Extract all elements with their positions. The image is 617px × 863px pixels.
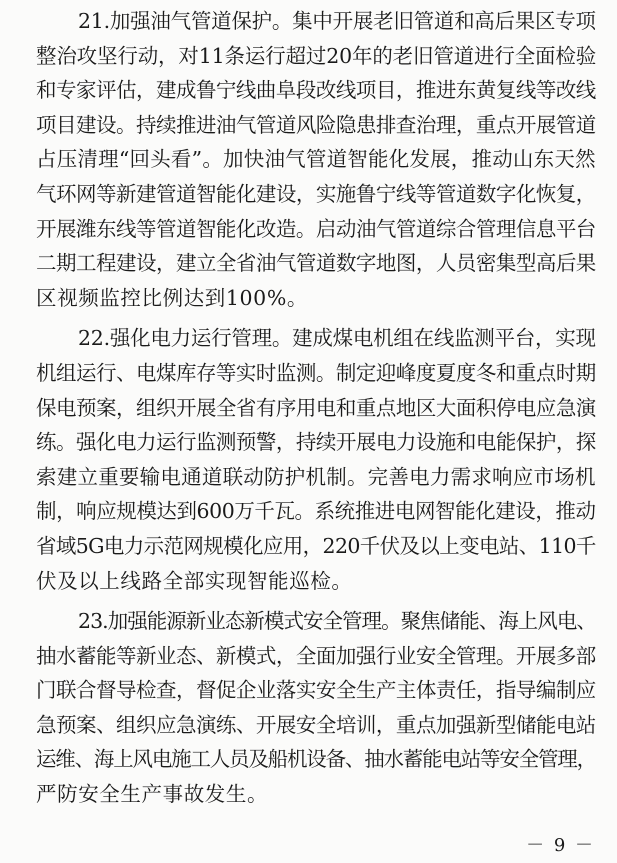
text-line: 保电预案，组织开展全省有序用电和重点地区大面积停电应急演 [36, 395, 596, 420]
text-line: 开展潍东线等管道智能化改造。启动油气管道综合管理信息平台 [36, 216, 596, 241]
text-line: 抽水蓄能等新业态、新模式，全面加强行业安全管理。开展多部 [36, 643, 596, 668]
text-line: 整治攻坚行动，对11条运行超过20年的老旧管道进行全面检验 [36, 43, 597, 68]
text-line: 21.加强油气管道保护。集中开展老旧管道和高后果区专项 [78, 9, 596, 33]
text-line: 索建立重要输电通道联动防护机制。完善电力需求响应市场机 [36, 464, 596, 489]
text-line: 制，响应规模达到600万千瓦。系统推进电网智能化建设，推动 [36, 499, 596, 524]
text-line: 急预案、组织应急演练、开展安全培训，重点加强新型储能电站 [36, 712, 596, 737]
text-line: 伏及以上线路全部实现智能巡检。 [36, 568, 353, 593]
text-line: 严防安全生产事故发生。 [36, 782, 269, 807]
text-line: 区视频监控比例达到100%。 [36, 285, 309, 310]
text-line: 和专家评估，建成鲁宁线曲阜段改线项目，推进东黄复线等改线 [36, 78, 596, 103]
text-line: 练。强化电力运行监测预警，持续开展电力设施和电能保护，探 [36, 430, 596, 455]
section-23 [36, 604, 596, 812]
section-21 [36, 4, 596, 315]
section-22 [36, 321, 596, 598]
text-line: 机组运行、电煤库存等实时监测。制定迎峰度夏度冬和重点时期 [36, 360, 596, 385]
page-number: － 9 － [526, 835, 595, 856]
text-line: 23.加强能源新业态新模式安全管理。聚焦储能、海上风电、 [78, 609, 596, 634]
text-line: 省域5G电力示范网规模化应用，220千伏及以上变电站、110千 [36, 533, 596, 558]
text-line: 门联合督导检查，督促企业落实安全生产主体责任，指导编制应 [36, 678, 596, 703]
text-line: 22.强化电力运行管理。建成煤电机组在线监测平台，实现 [78, 326, 596, 351]
text-line: 二期工程建设，建立全省油气管道数字地图，人员密集型高后果 [36, 251, 596, 276]
text-line: 运维、海上风电施工人员及船机设备、抽水蓄能电站等安全管理， [36, 747, 596, 772]
document-body [36, 4, 596, 818]
text-line: 项目建设。持续推进油气管道风险隐患排查治理，重点开展管道 [36, 112, 596, 137]
text-line: 占压清理“回头看”。加快油气管道智能化发展，推动山东天然 [36, 147, 596, 172]
text-line: 气环网等新建管道智能化建设，实施鲁宁线等管道数字化恢复， [36, 181, 596, 206]
